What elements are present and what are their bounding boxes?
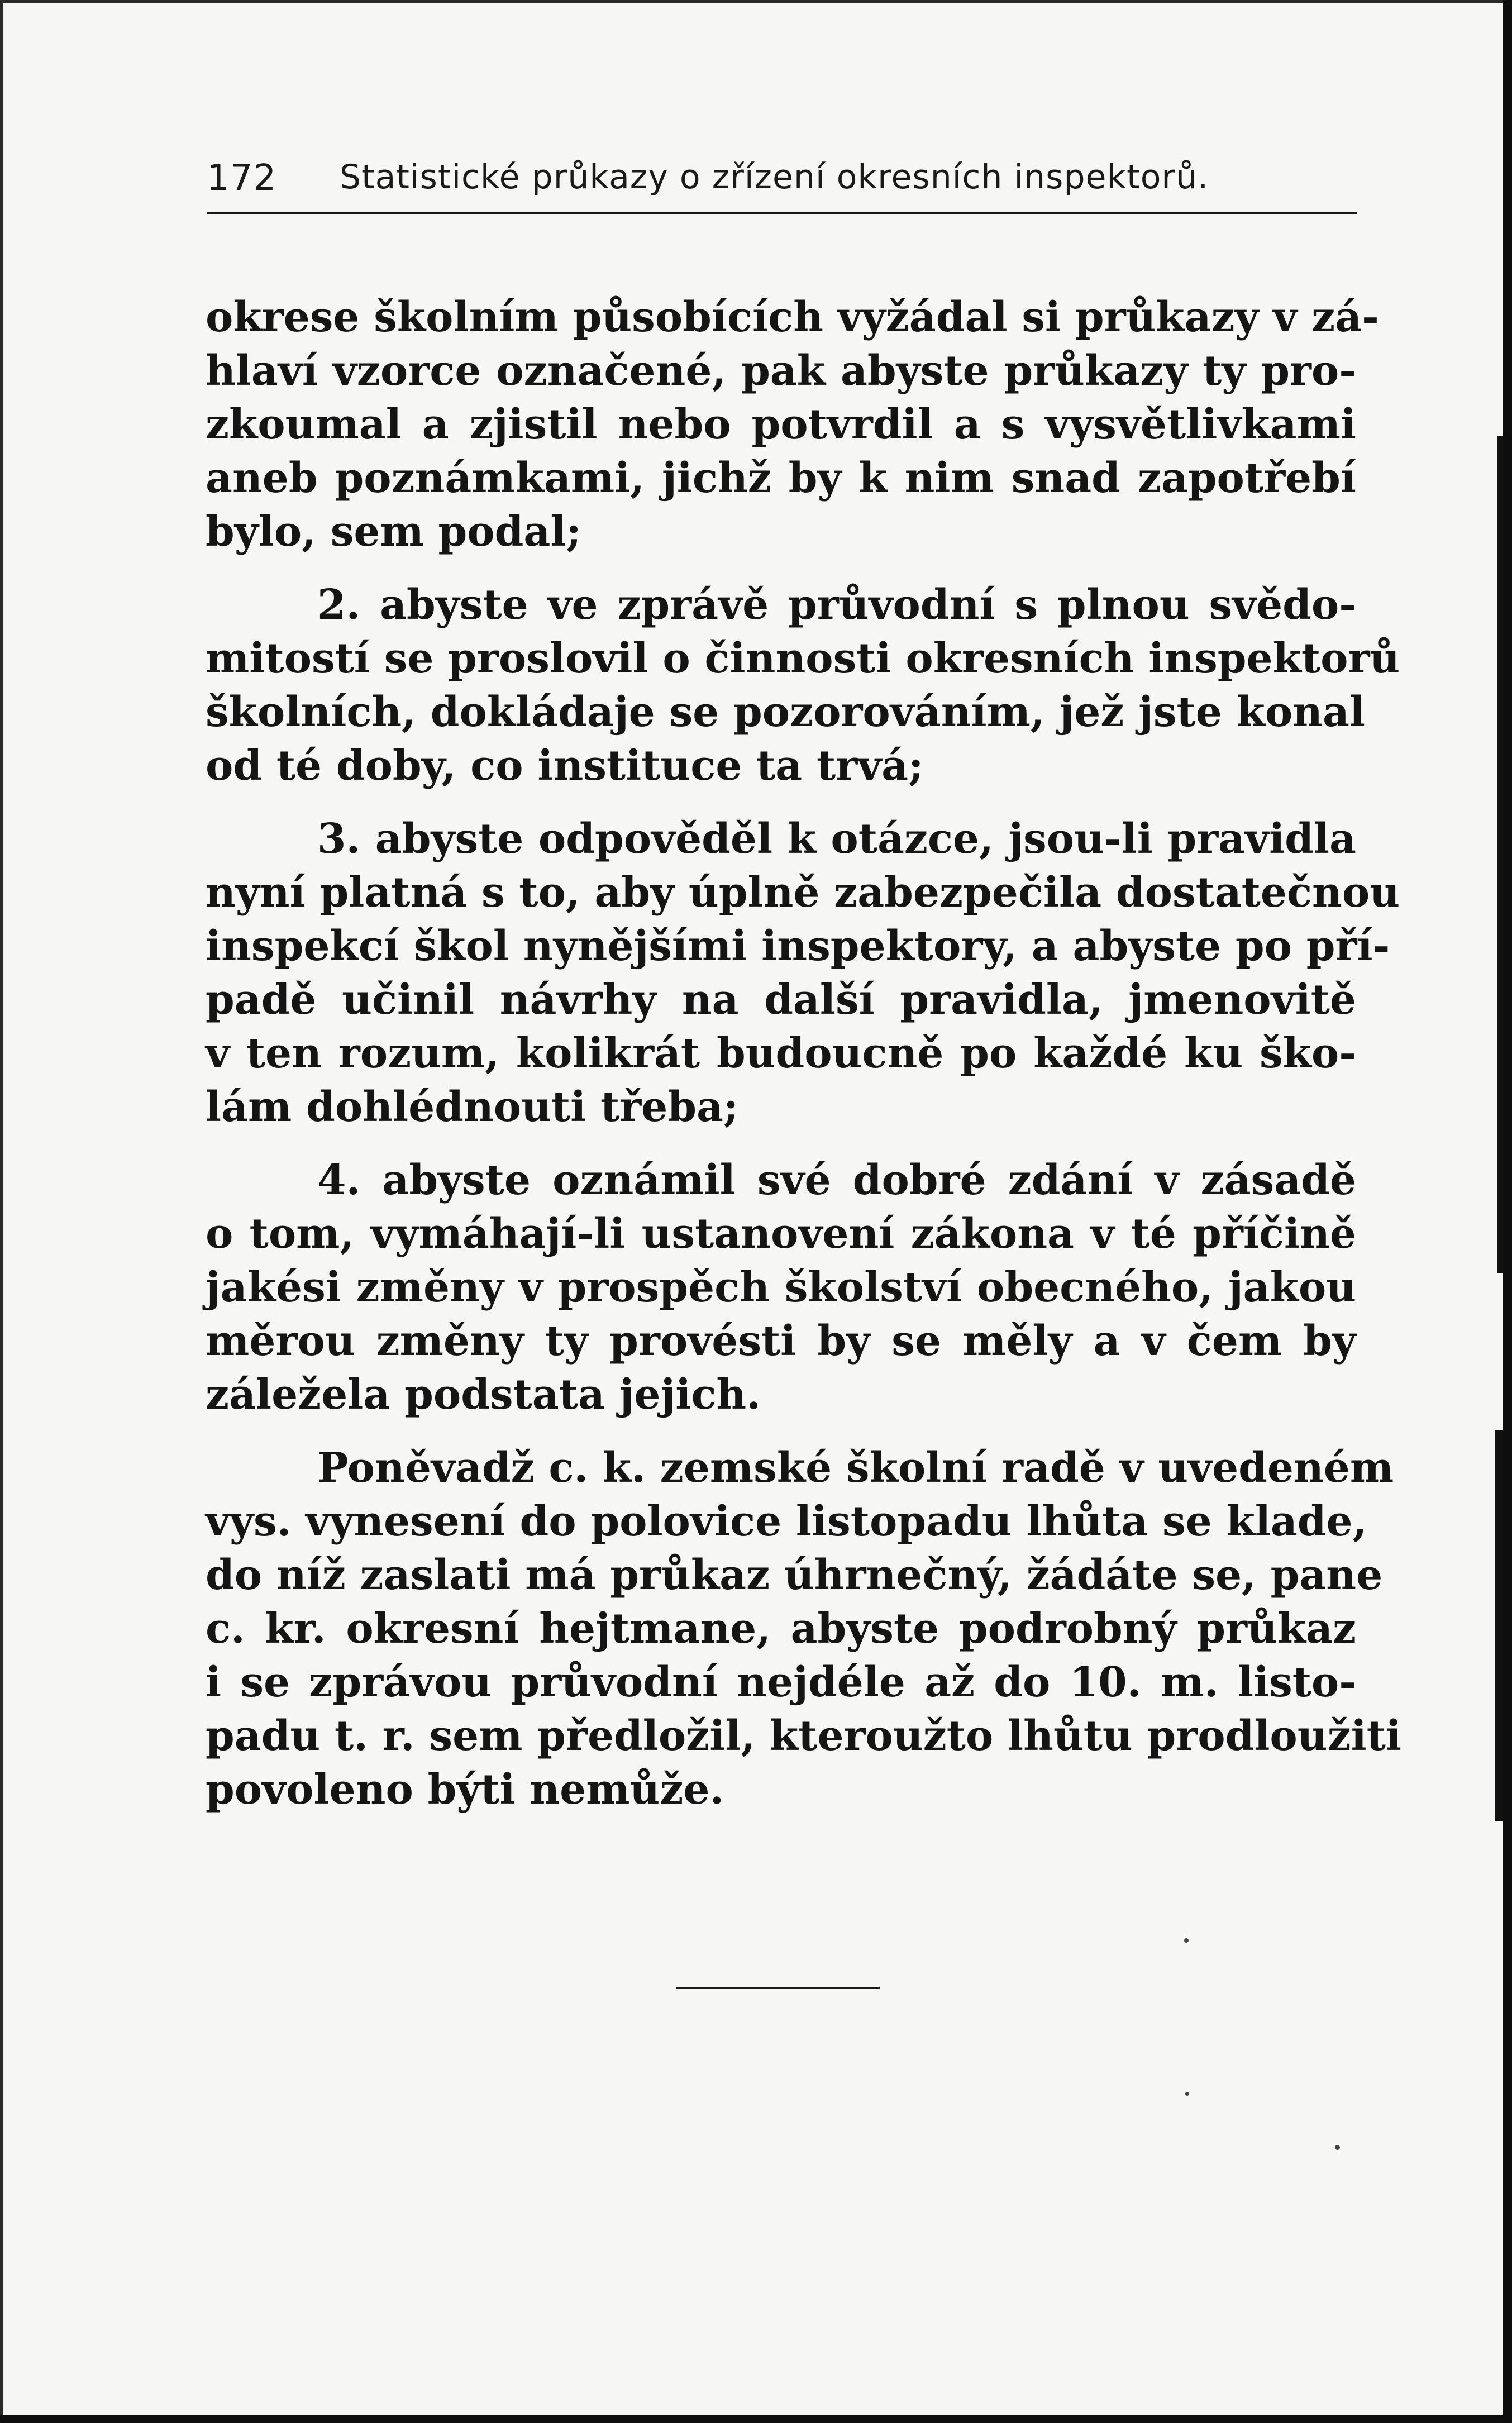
paragraph bbox=[206, 1441, 1402, 1816]
paragraph bbox=[206, 290, 1379, 559]
text-line: jakési změny v prospěch školství obecného, jakou bbox=[206, 1263, 1356, 1311]
text-line: Poněvadž c. k. zemské školní radě v uvedeném bbox=[317, 1444, 1394, 1492]
text-line: lám dohlédnouti třeba; bbox=[206, 1083, 739, 1131]
scan-border-bottom bbox=[0, 2415, 1512, 2423]
text-line: c. kr. okresní hejtmane, abyste podrobný průkaz bbox=[206, 1605, 1356, 1653]
text-line: inspekcí škol nynějšími inspektory, a abyste po pří- bbox=[206, 922, 1390, 970]
text-line: povoleno býti nemůže. bbox=[206, 1766, 724, 1814]
text-line: do níž zaslati má průkaz úhrnečný, žádáte se, pane bbox=[206, 1551, 1383, 1599]
text-line: v ten rozum, kolikrát budoucně po každé ku ško- bbox=[206, 1029, 1356, 1077]
scan-border-left bbox=[0, 0, 3, 2423]
text-line: zkoumal a zjistil nebo potvrdil a s vysvětlivkami bbox=[206, 400, 1356, 449]
text-line: okrese školním působících vyžádal si průkazy v zá- bbox=[206, 293, 1379, 341]
text-line: 3. abyste odpověděl k otázce, jsou-li pravidla bbox=[317, 815, 1356, 863]
text-line: vys. vynesení do polovice listopadu lhůta se klade, bbox=[206, 1497, 1367, 1546]
paragraph bbox=[206, 812, 1400, 1134]
scan-edge-mark bbox=[1497, 436, 1503, 1273]
text-line: mitostí se proslovil o činnosti okresních inspektorů bbox=[206, 635, 1400, 683]
scan-edge-mark bbox=[1495, 1430, 1503, 1821]
scan-speck bbox=[1335, 2145, 1340, 2150]
text-line: školních, dokládaje se pozorováním, jež jste konal bbox=[206, 688, 1366, 736]
text-line: nyní platná s to, aby úplně zabezpečila dostatečnou bbox=[206, 869, 1400, 917]
end-rule bbox=[676, 1987, 880, 1989]
body-text bbox=[206, 290, 1402, 1816]
paragraph bbox=[206, 1153, 1356, 1422]
text-line: záležela podstata jejich. bbox=[206, 1371, 761, 1419]
scan-border-top bbox=[0, 0, 1512, 3]
text-line: 4. abyste oznámil své dobré zdání v zásadě bbox=[317, 1156, 1356, 1204]
running-title: Statistické průkazy o zřízení okresních inspektorů. bbox=[340, 158, 1209, 197]
text-line: aneb poznámkami, jichž by k nim snad zapotřebí bbox=[206, 454, 1356, 502]
text-line: hlaví vzorce označené, pak abyste průkazy ty pro- bbox=[206, 347, 1356, 395]
text-line: o tom, vymáhají-li ustanovení zákona v té příčině bbox=[206, 1210, 1356, 1258]
text-line: od té doby, co instituce ta trvá; bbox=[206, 742, 924, 790]
scan-border-right bbox=[1503, 0, 1512, 2423]
scan-speck bbox=[1185, 2092, 1189, 2096]
text-line: 2. abyste ve zprávě průvodní s plnou svědo- bbox=[317, 581, 1356, 629]
text-line: padu t. r. sem předložil, kteroužto lhůtu prodloužiti bbox=[206, 1712, 1402, 1760]
page-number: 172 bbox=[207, 158, 277, 199]
scan-speck bbox=[1184, 1938, 1189, 1943]
text-line: i se zprávou průvodní nejdéle až do 10. m. listo- bbox=[206, 1658, 1356, 1706]
page-header bbox=[207, 158, 1357, 202]
text-line: měrou změny ty provésti by se měly a v čem by bbox=[206, 1317, 1356, 1365]
header-rule bbox=[207, 212, 1357, 214]
text-line: bylo, sem podal; bbox=[206, 508, 581, 556]
paragraph bbox=[206, 578, 1400, 793]
text-line: padě učinil návrhy na další pravidla, jmenovitě bbox=[206, 976, 1356, 1024]
